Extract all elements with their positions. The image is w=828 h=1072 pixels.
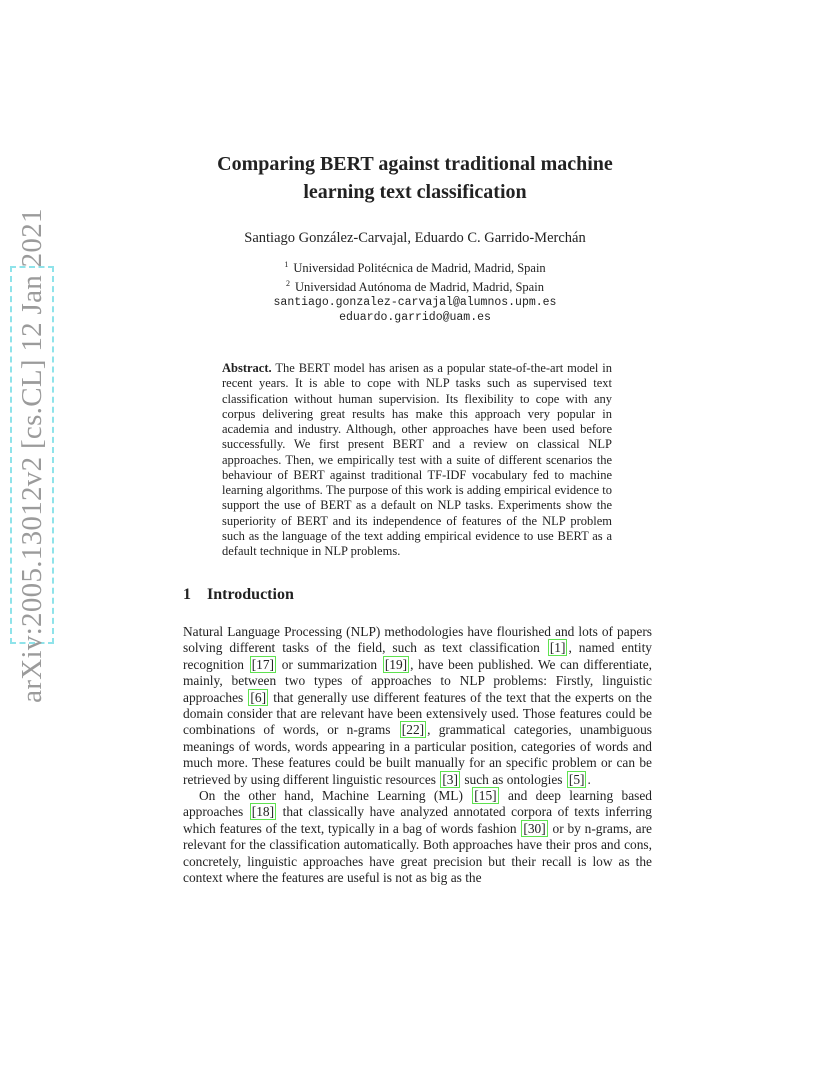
- email-1[interactable]: santiago.gonzalez-carvajal@alumnos.upm.es: [273, 296, 557, 309]
- paragraph-1: [183, 624, 652, 788]
- affiliation-text: Universidad Politécnica de Madrid, Madrid, Spain: [293, 261, 546, 275]
- email-2[interactable]: eduardo.garrido@uam.es: [339, 311, 491, 324]
- citation-link[interactable]: [3]: [442, 771, 458, 787]
- text-run: On the other hand, Machine Learning (ML): [199, 788, 472, 804]
- affiliation-2: [150, 276, 680, 295]
- affiliation-mark: 2: [286, 279, 291, 288]
- text-run: or by n-grams, are relevant for the classification automatically. Both approaches have their pros and cons, concretely, linguistic approaches have great precision but their recall is low as the context where the features are useful is not as big as the: [183, 820, 652, 886]
- paper-title: [150, 150, 680, 206]
- citation-link[interactable]: [17]: [251, 656, 274, 672]
- text-run: or summarization: [277, 656, 382, 672]
- affiliations: [150, 257, 680, 325]
- text-run: .: [587, 771, 591, 787]
- arxiv-identifier: arXiv:2005.13012v2 [cs.CL] 12 Jan 2021: [15, 207, 48, 703]
- citation-link[interactable]: [6]: [250, 689, 267, 705]
- text-run: Natural Language Processing (NLP) methodologies have flourished and lots of papers solving different tasks of the field, such as text classification: [183, 624, 652, 656]
- arxiv-stamp[interactable]: [10, 207, 54, 703]
- title-line-1: Comparing BERT against traditional machine: [217, 153, 613, 175]
- section-heading: [183, 586, 294, 604]
- affiliation-text: Universidad Autónoma de Madrid, Madrid, Spain: [295, 280, 544, 294]
- text-run: and deep learning based approaches: [183, 788, 653, 820]
- citation-link[interactable]: [22]: [401, 722, 425, 738]
- citation-link[interactable]: [15]: [474, 788, 497, 804]
- text-run: such as ontologies: [460, 771, 566, 787]
- authors: Santiago González-Carvajal, Eduardo C. Garrido-Merchán: [244, 230, 586, 246]
- affiliation-1: [150, 257, 680, 276]
- citation-link[interactable]: [30]: [523, 820, 546, 836]
- text-run: , named entity recognition: [183, 640, 652, 672]
- abstract-text: The BERT model has arisen as a popular state-of-the-art model in recent years. It is able to cope with NLP tasks such as supervised text classification without human supervision. Its flexibility to cope with any corpus delivering great results has make this approach very popular in academia and industry. Although, other approaches have been used before successfully. We first present BERT and a review on classical NLP approaches. Then, we empirically test with a suite of different scenarios the behaviour of BERT against traditional TF-IDF vocabulary fed to machine learning algorithms. The purpose of this work is adding empirical evidence to support the use of BERT as a default on NLP tasks. Experiments show the superiority of BERT and its independence of features of the NLP problem such as the language of the text adding empirical evidence to use BERT as a default technique in NLP problems.: [222, 361, 613, 558]
- abstract: [222, 361, 612, 559]
- title-line-2: learning text classification: [303, 181, 527, 203]
- section-title: Introduction: [207, 586, 294, 603]
- text-run: that generally use different features of the text that the experts on the domain consider that are relevant have been extensively used. Those features could be combinations of words, or n-grams: [183, 689, 652, 738]
- text-run: , grammatical categories, unambiguous meanings of words, words appearing in a particular position, categories of words and much more. These features could be built manually for an specific problem or can be retrieved by using different linguistic resources: [183, 722, 652, 787]
- citation-link[interactable]: [5]: [568, 771, 585, 787]
- citation-link[interactable]: [19]: [384, 656, 408, 672]
- text-run: , have been published. We can differentiate, mainly, between two types of approaches to NLP problems: Firstly, linguistic approaches: [183, 656, 652, 705]
- text-run: that classically have analyzed annotated corpora of texts inferring which features of the text, typically in a bag of words fashion: [183, 804, 652, 836]
- section-number: 1: [183, 586, 191, 603]
- abstract-label: Abstract.: [222, 361, 272, 375]
- affiliation-mark: 1: [284, 260, 289, 269]
- introduction-body: [183, 624, 652, 887]
- citation-link[interactable]: [18]: [251, 804, 275, 820]
- paragraph-2: [183, 788, 652, 886]
- citation-link[interactable]: [1]: [549, 640, 566, 656]
